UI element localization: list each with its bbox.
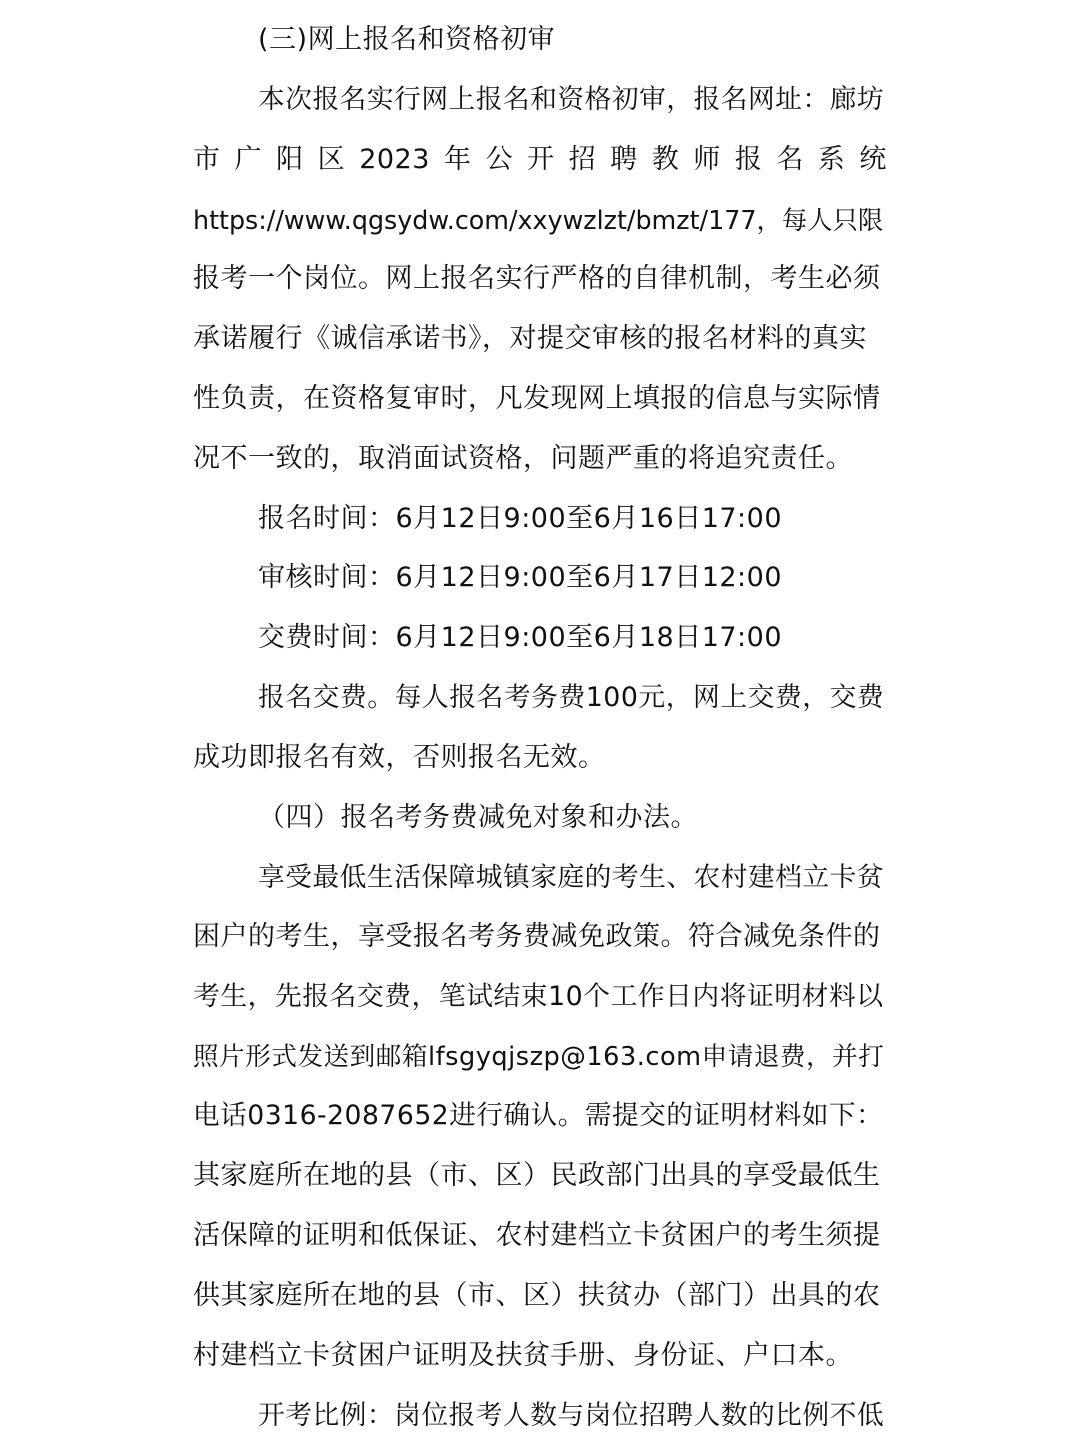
spread-part: 系 [817, 144, 846, 175]
email-line: 照片形式发送到邮箱lfsgyqjszp@163.com申请退费，并打 [193, 1042, 885, 1072]
paragraph-line: 况不一致的，取消面试资格，问题严重的将追究责任。 [193, 443, 853, 474]
phone-line: 电话0316-2087652进行确认。需提交的证明材料如下： [193, 1100, 884, 1131]
spread-part: 报 [734, 144, 763, 175]
spread-part: 阳 [276, 144, 304, 175]
section-heading-4: （四）报名考务费减免对象和办法。 [258, 802, 698, 833]
spread-part: 师 [693, 144, 721, 175]
spread-part: 教 [651, 144, 680, 175]
spread-part: 年 [443, 144, 472, 175]
paragraph-line: 享受最低生活保障城镇家庭的考生、农村建档立卡贫 [258, 862, 885, 893]
spread-part: 聘 [610, 144, 638, 175]
paragraph-line: 活保障的证明和低保证、农村建档立卡贫困户的考生须提 [193, 1220, 881, 1251]
spread-part: 名 [776, 144, 804, 175]
paragraph-line: 供其家庭所在地的县（市、区）扶贫办（部门）出具的农 [193, 1280, 881, 1311]
paragraph-line: 承诺履行《诚信承诺书》，对提交审核的报名材料的真实 [193, 323, 867, 354]
paragraph-line: 成功即报名有效，否则报名无效。 [193, 742, 606, 773]
paragraph-line: 报考一个岗位。网上报名实行严格的自律机制，考生必须 [193, 263, 881, 294]
spread-part: 2023 [359, 144, 430, 175]
paragraph-line: 困户的考生，享受报名考务费减免政策。符合减免条件的 [193, 921, 881, 952]
paragraph-line: 性负责，在资格复审时，凡发现网上填报的信息与实际情 [193, 383, 881, 414]
spread-part: 招 [568, 144, 597, 175]
section-heading-3: (三)网上报名和资格初审 [258, 24, 556, 55]
spread-part: 公 [485, 144, 513, 175]
spread-part: 广 [234, 144, 263, 175]
spread-part: 统 [859, 144, 887, 175]
spread-part: 区 [317, 144, 346, 175]
payment-time: 交费时间：6月12日9:00至6月18日17:00 [258, 622, 783, 653]
paragraph-line: 报名交费。每人报名考务费100元，网上交费，交费 [258, 682, 885, 713]
paragraph-line: 其家庭所在地的县（市、区）民政部门出具的享受最低生 [193, 1160, 881, 1191]
registration-url-line: https://www.qgsydw.com/xxywzlzt/bmzt/177，每人只限 [193, 205, 884, 235]
spread-part: 开 [527, 144, 555, 175]
review-time: 审核时间：6月12日9:00至6月17日12:00 [258, 562, 783, 593]
spread-part: 市 [193, 144, 221, 175]
paragraph-line: 本次报名实行网上报名和资格初审，报名网址：廊坊 [258, 84, 885, 115]
paragraph-line: 开考比例：岗位报考人数与岗位招聘人数的比例不低 [258, 1400, 885, 1431]
registration-time: 报名时间：6月12日9:00至6月16日17:00 [258, 503, 783, 534]
paragraph-line: 村建档立卡贫困户证明及扶贫手册、身份证、户口本。 [193, 1340, 853, 1371]
paragraph-line: 考生，先报名交费，笔试结束10个工作日内将证明材料以 [193, 981, 884, 1012]
paragraph-line-spread [193, 138, 887, 182]
